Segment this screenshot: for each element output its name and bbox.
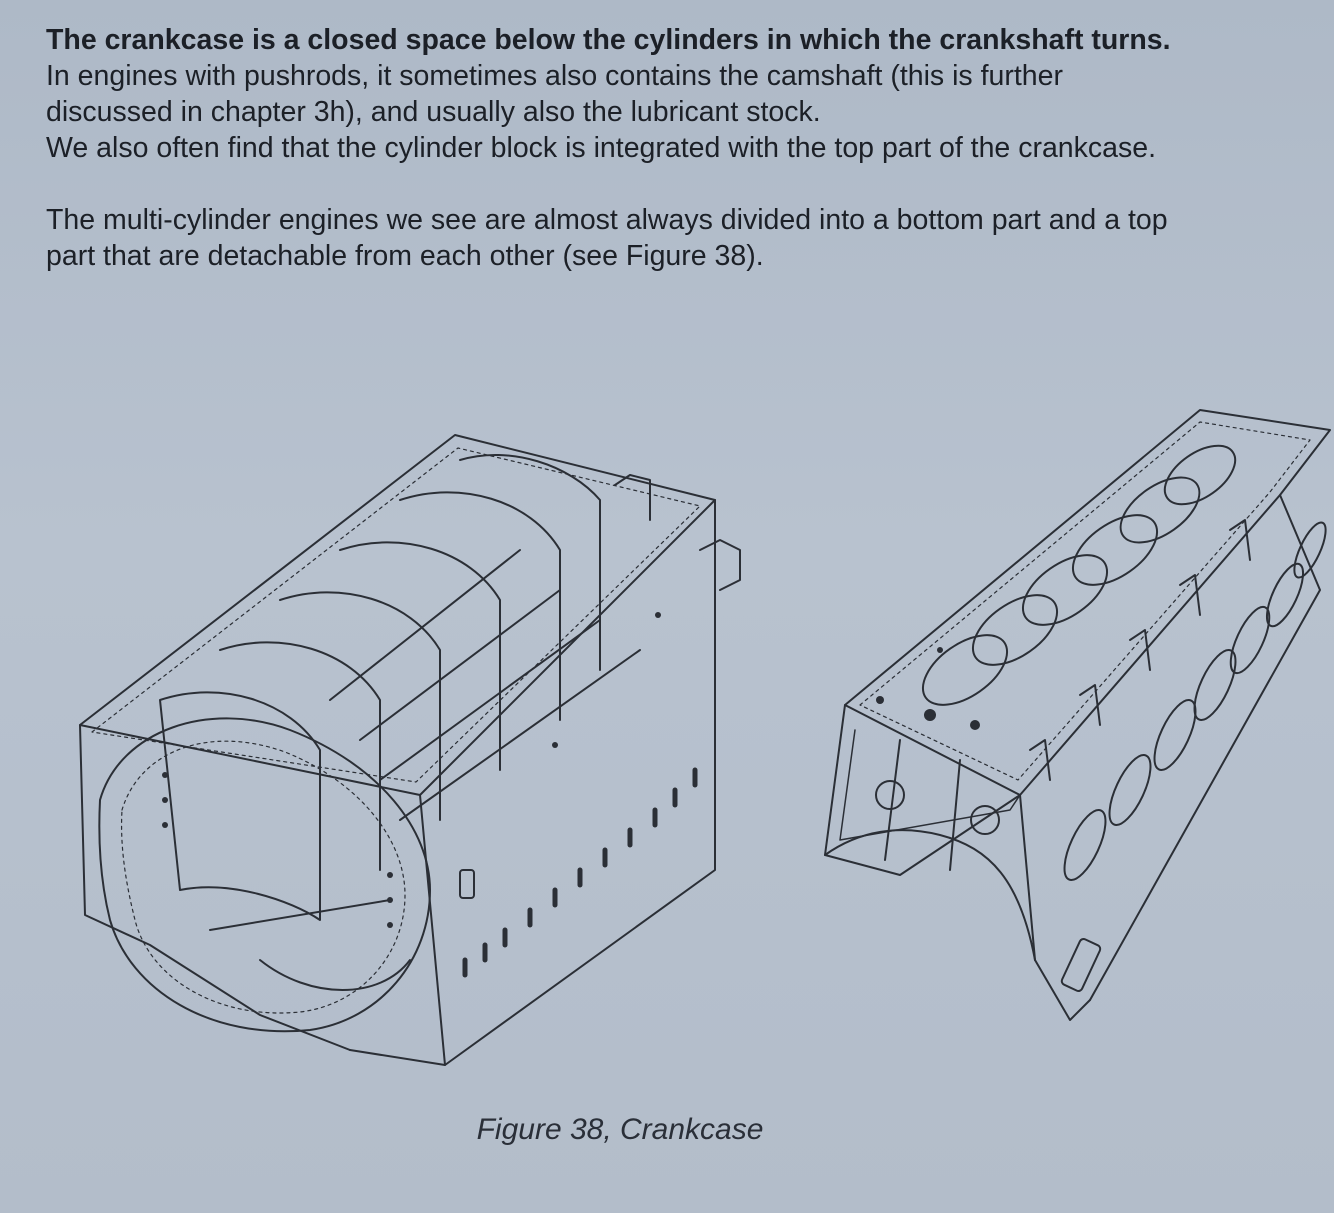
crankcase-figure <box>60 400 1334 1100</box>
multi-cylinder-paragraph: The multi-cylinder engines we see are almost always divided into a bottom part and a top part that are detachable from each other (see Figure 38). <box>46 204 1168 272</box>
crankcase-bottom-part-drawing <box>80 435 740 1065</box>
cylinder-block-top-part-drawing <box>825 410 1332 1020</box>
figure-caption: Figure 38, Crankcase <box>476 1113 764 1146</box>
cylinder-block-paragraph: We also often find that the cylinder block is integrated with the top part of the crankcase. <box>46 132 1157 164</box>
body-text <box>46 22 1181 274</box>
lead-paragraph: The crankcase is a closed space below the cylinders in which the crankshaft turns. <box>46 24 1171 56</box>
paragraph-gap <box>46 166 1181 202</box>
crankcase-illustration <box>60 400 1334 1100</box>
pushrods-paragraph: In engines with pushrods, it sometimes also contains the camshaft (this is further discussed in chapter 3h), and usually also the lubricant stock. <box>46 60 1063 128</box>
